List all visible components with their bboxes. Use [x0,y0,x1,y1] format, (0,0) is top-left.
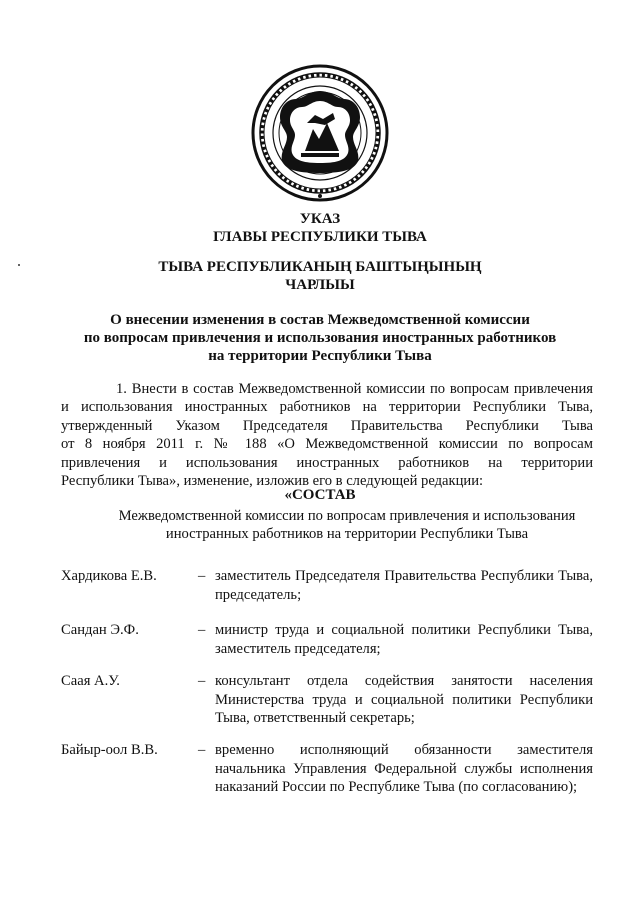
composition-subtitle [97,507,597,543]
decree-subject [0,311,640,365]
decree-title-tuvan-line2: ЧАРЛЫЫ [285,277,355,293]
member-role: заместитель Председателя Правительства Республики Тыва, председатель; [215,568,593,603]
paragraph-line: привлечения и использования иностранных работников на территории [61,454,593,471]
member-name: Байыр-оол В.В. [61,742,158,758]
member-dash: – [198,673,206,689]
paragraph-line: Республики Тыва», изменение, изложив его в следующей редакции: [61,473,484,490]
member-role: временно исполняющий обязанности заместителя начальника Управления Федеральной службы исполнения наказаний России по Республике Тыва (по согласованию); [215,742,593,795]
paragraph-line: и использования иностранных работников на территории Республики Тыва, [61,399,593,416]
emblem-seal [249,63,391,203]
paragraph-line: 1. Внести в состав Межведомственной комиссии по вопросам привлечения [116,381,593,397]
member-dash: – [198,622,206,638]
subject-line-1: О внесении изменения в состав Межведомственной комиссии [110,312,530,328]
member-name: Хардикова Е.В. [61,568,157,584]
decree-title: УКАЗ [299,211,341,227]
subject-line-2: по вопросам привлечения и использования иностранных работников [83,330,557,346]
decree-paragraph-1 [61,380,593,490]
member-role: министр труда и социальной политики Республики Тыва, заместитель председателя; [215,622,593,657]
scan-speck [18,264,20,266]
member-name: Сандан Э.Ф. [61,622,139,638]
member-role: консультант отдела содействия занятости населения Министерства труда и социальной политики Республики Тыва, ответственный секретарь; [215,673,593,726]
paragraph-line: утвержденный Указом Председателя Правительства Республики Тыва [61,417,593,434]
composition-title: «СОСТАВ [284,487,356,503]
member-name: Саая А.У. [61,673,120,689]
decree-authority: ГЛАВЫ РЕСПУБЛИКИ ТЫВА [213,229,427,245]
paragraph-line: от 8 ноября 2011 г. № 188 «О Межведомственной комиссии по вопросам [61,436,593,453]
subject-line-3: на территории Республики Тыва [208,348,432,364]
member-dash: – [198,568,206,584]
composition-subtitle-line-1: Межведомственной комиссии по вопросам привлечения и использования [118,508,576,524]
composition-subtitle-line-2: иностранных работников на территории Республики Тыва [165,526,529,542]
decree-title-tuvan-line1: ТЫВА РЕСПУБЛИКАНЫҢ БАШТЫҢЫНЫҢ [158,259,482,275]
member-dash: – [198,742,206,758]
